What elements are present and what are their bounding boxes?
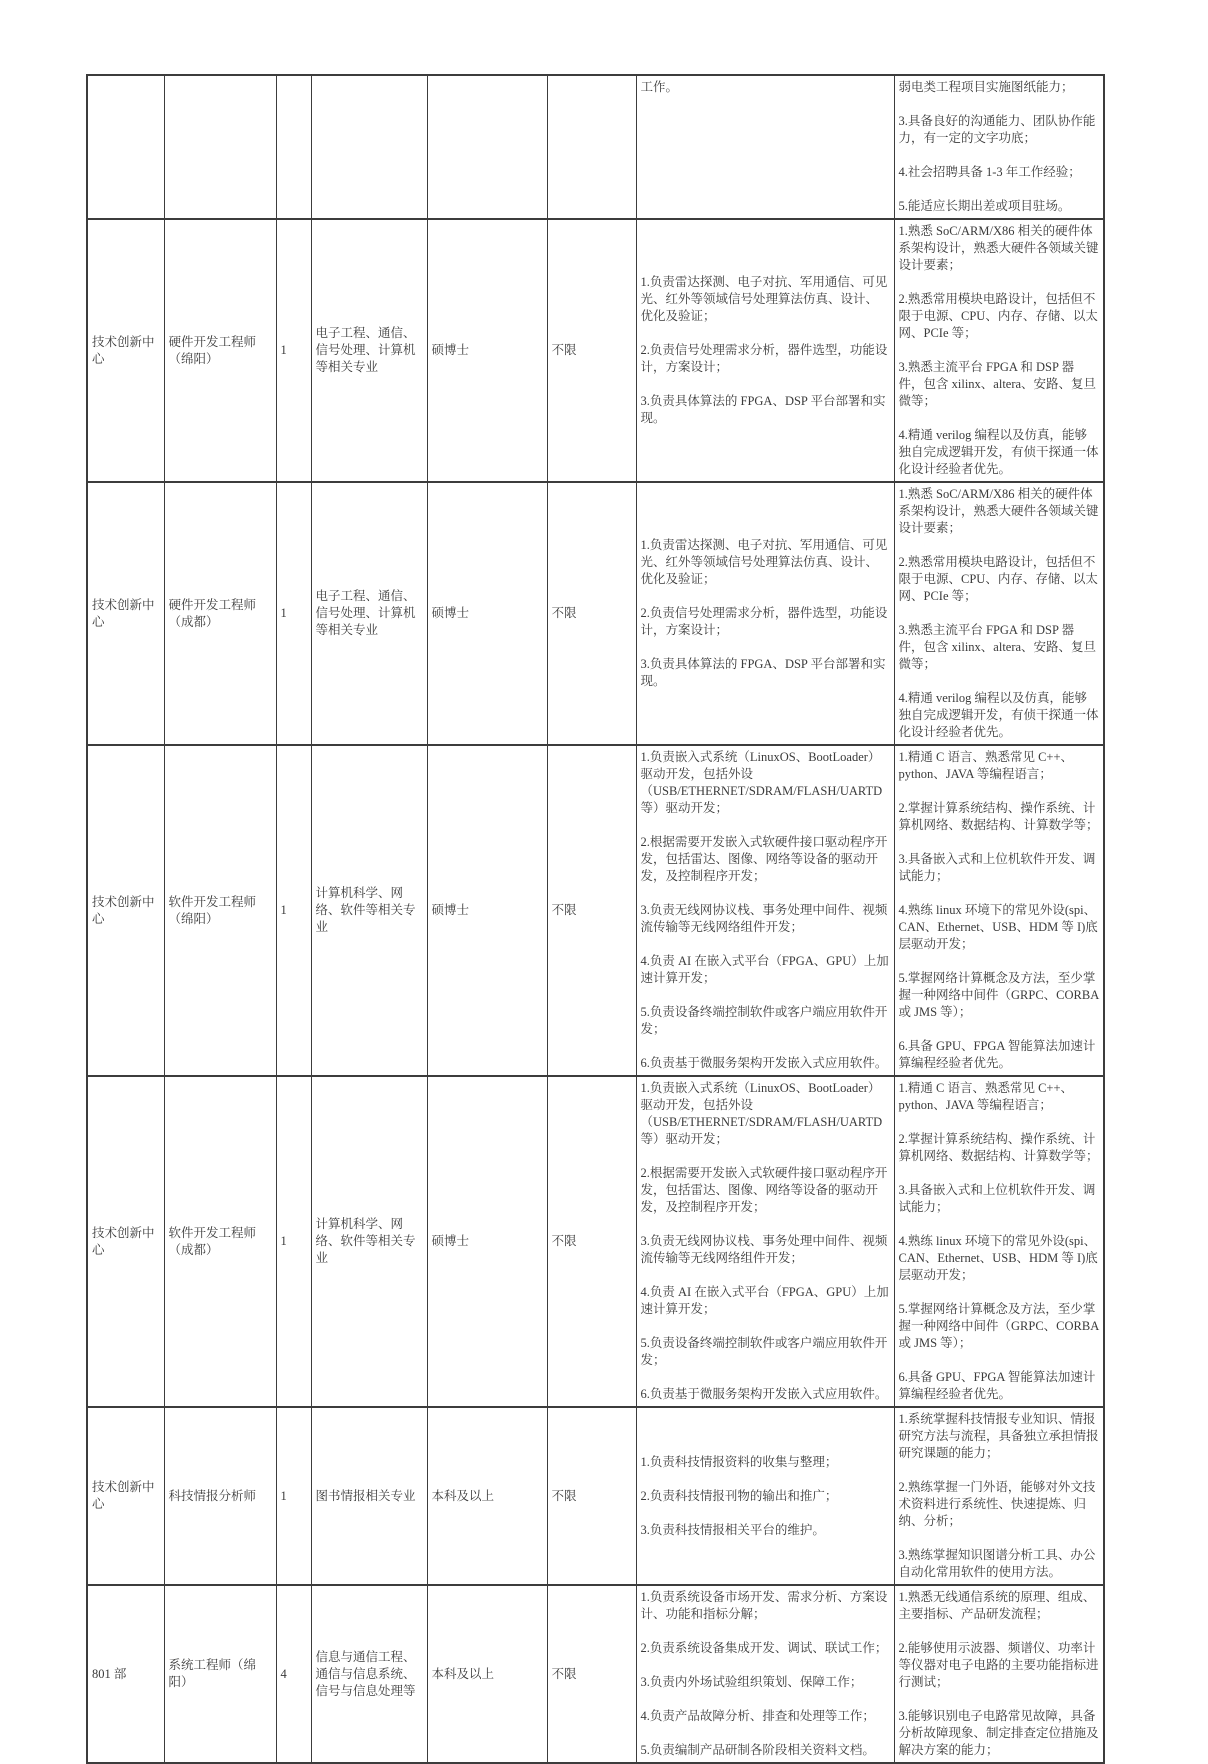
requirement-item: 2.能够使用示波器、频谱仪、功率计等仪器对电子电路的主要功能指标进行测试； (898, 1641, 1099, 1689)
duty-item: 2.根据需要开发嵌入式软硬件接口驱动程序开发，包括雷达、图像、网络等设备的驱动开发，及控制程序开发； (640, 1166, 888, 1214)
duty-item: 3.负责内外场试验组织策划、保障工作； (640, 1675, 863, 1689)
duty-item: 2.根据需要开发嵌入式软硬件接口驱动程序开发，包括雷达、图像、网络等设备的驱动开发，及控制程序开发； (640, 835, 888, 883)
cell-major: 计算机科学、网络、软件等相关专业 (311, 745, 427, 1076)
duty-item: 4.负责产品故障分析、排查和处理等工作； (640, 1709, 875, 1723)
cell-major: 计算机科学、网络、软件等相关专业 (311, 1076, 427, 1407)
duty-item: 3.负责具体算法的 FPGA、DSP 平台部署和实现。 (640, 394, 886, 425)
cell-requirements (894, 1076, 1104, 1407)
requirement-item: 2.熟悉常用模块电路设计，包括但不限于电源、CPU、内存、存储、以太网、PCIe 等； (898, 292, 1098, 340)
table-row (87, 75, 1104, 219)
requirement-item: 6.具备 GPU、FPGA 智能算法加速计算编程经验者优先。 (898, 1039, 1096, 1070)
requirement-item: 3.熟悉主流平台 FPGA 和 DSP 器件，包含 xilinx、altera、安路、复旦微等； (898, 360, 1097, 408)
requirement-item: 3.熟练掌握知识图谱分析工具、办公自动化常用软件的使用方法。 (898, 1548, 1096, 1579)
duty-item: 1.负责雷达探测、电子对抗、军用通信、可见光、红外等领域信号处理算法仿真、设计、优化及验证； (640, 538, 888, 586)
cell-department: 技术创新中心 (87, 219, 164, 482)
cell-education: 硕博士 (427, 745, 547, 1076)
cell-education: 硕博士 (427, 219, 547, 482)
duty-item: 3.负责具体算法的 FPGA、DSP 平台部署和实现。 (640, 657, 886, 688)
duty-item: 2.负责信号处理需求分析，器件选型，功能设计，方案设计； (640, 343, 888, 374)
requirement-item: 弱电类工程项目实施图纸能力； (898, 80, 1074, 94)
cell-restriction: 不限 (547, 482, 636, 745)
cell-headcount (276, 75, 311, 219)
cell-department: 技术创新中心 (87, 1407, 164, 1585)
cell-position: 科技情报分析师 (164, 1407, 276, 1585)
cell-department: 技术创新中心 (87, 745, 164, 1076)
cell-duties (636, 75, 894, 219)
cell-requirements (894, 75, 1104, 219)
cell-headcount: 1 (276, 745, 311, 1076)
requirement-item: 4.社会招聘具备 1-3 年工作经验； (898, 165, 1081, 179)
cell-restriction: 不限 (547, 1407, 636, 1585)
cell-duties (636, 1585, 894, 1763)
requirement-item: 4.精通 verilog 编程以及仿真，能够独自完成逻辑开发，有侦干探通一体化设计经验者优先。 (898, 428, 1099, 476)
cell-headcount: 4 (276, 1585, 311, 1763)
duty-item: 2.负责科技情报刊物的输出和推广； (640, 1488, 838, 1503)
duty-item: 1.负责系统设备市场开发、需求分析、方案设计、功能和指标分解； (640, 1590, 888, 1621)
cell-position (164, 75, 276, 219)
duty-item: 1.负责嵌入式系统（LinuxOS、BootLoader）驱动开发，包括外设（USB/ETHERNET/SDRAM/FLASH/UARTD 等）驱动开发； (640, 1081, 883, 1146)
table-row (87, 1076, 1104, 1407)
table-row (87, 1585, 1104, 1763)
requirement-item: 3.具备嵌入式和上位机软件开发、调试能力； (898, 852, 1096, 883)
table-row (87, 1407, 1104, 1585)
cell-requirements (894, 1407, 1104, 1585)
duty-item: 6.负责基于微服务架构开发嵌入式应用软件。 (640, 1056, 888, 1070)
cell-requirements (894, 219, 1104, 482)
requirement-item: 1.熟悉 SoC/ARM/X86 相关的硬件体系架构设计，熟悉大硬件各领域关键设计要素； (898, 487, 1099, 535)
cell-duties (636, 1076, 894, 1407)
cell-requirements (894, 482, 1104, 745)
requirement-item: 5.掌握网络计算概念及方法，至少掌握一种网络中间件（GRPC、CORBA 或 JMS 等）； (898, 971, 1099, 1019)
requirement-item: 2.熟练掌握一门外语，能够对外文技术资料进行系统性、快速提炼、归纳、分析； (898, 1480, 1096, 1528)
requirement-item: 3.熟悉主流平台 FPGA 和 DSP 器件，包含 xilinx、altera、安路、复旦微等； (898, 623, 1097, 671)
requirement-item: 4.熟练 linux 环境下的常见外设(spi、CAN、Ethernet、USB、HDM 等 I)底层驱动开发； (898, 1234, 1098, 1282)
requirement-item: 2.掌握计算系统结构、操作系统、计算机网络、数据结构、计算数学等； (898, 1132, 1099, 1163)
requirement-item: 1.精通 C 语言、熟悉常见 C++、python、JAVA 等编程语言； (898, 750, 1074, 781)
cell-headcount: 1 (276, 219, 311, 482)
cell-education: 本科及以上 (427, 1407, 547, 1585)
cell-requirements (894, 745, 1104, 1076)
cell-position: 硬件开发工程师（成都） (164, 482, 276, 745)
requirement-item: 2.熟悉常用模块电路设计，包括但不限于电源、CPU、内存、存储、以太网、PCIe 等； (898, 555, 1098, 603)
cell-requirements (894, 1585, 1104, 1763)
cell-education (427, 75, 547, 219)
duty-item: 1.负责嵌入式系统（LinuxOS、BootLoader）驱动开发，包括外设（USB/ETHERNET/SDRAM/FLASH/UARTD 等）驱动开发； (640, 750, 883, 815)
cell-major: 电子工程、通信、信号处理、计算机等相关专业 (311, 219, 427, 482)
cell-restriction (547, 75, 636, 219)
cell-department: 技术创新中心 (87, 482, 164, 745)
duty-item: 4.负责 AI 在嵌入式平台（FPGA、GPU）上加速计算开发； (640, 954, 889, 985)
cell-headcount: 1 (276, 1407, 311, 1585)
duty-item: 3.负责科技情报相关平台的维护。 (640, 1522, 825, 1537)
duty-item: 5.负责设备终端控制软件或客户端应用软件开发； (640, 1005, 888, 1036)
requirement-item: 3.能够识别电子电路常见故障，具备分析故障现象、制定排查定位措施及解决方案的能力； (898, 1709, 1099, 1757)
cell-department: 801 部 (87, 1585, 164, 1763)
duty-item: 2.负责信号处理需求分析，器件选型，功能设计，方案设计； (640, 606, 888, 637)
duty-item: 5.负责设备终端控制软件或客户端应用软件开发； (640, 1336, 888, 1367)
cell-restriction: 不限 (547, 1585, 636, 1763)
cell-major: 电子工程、通信、信号处理、计算机等相关专业 (311, 482, 427, 745)
cell-position: 软件开发工程师（成都） (164, 1076, 276, 1407)
duty-item: 5.负责编制产品研制各阶段相关资料文档。 (640, 1743, 875, 1757)
cell-major (311, 75, 427, 219)
cell-major: 信息与通信工程、通信与信息系统、信号与信息处理等 (311, 1585, 427, 1763)
cell-education: 硕博士 (427, 482, 547, 745)
requirement-item: 1.系统掌握科技情报专业知识、情报研究方法与流程，具备独立承担情报研究课题的能力； (898, 1412, 1099, 1460)
cell-duties (636, 1407, 894, 1585)
cell-education: 硕博士 (427, 1076, 547, 1407)
table-row (87, 482, 1104, 745)
cell-headcount: 1 (276, 482, 311, 745)
duty-item: 1.负责雷达探测、电子对抗、军用通信、可见光、红外等领域信号处理算法仿真、设计、优化及验证； (640, 275, 888, 323)
cell-duties (636, 745, 894, 1076)
cell-education: 本科及以上 (427, 1585, 547, 1763)
duty-item: 6.负责基于微服务架构开发嵌入式应用软件。 (640, 1387, 888, 1401)
cell-restriction: 不限 (547, 219, 636, 482)
job-postings-table (86, 74, 1105, 1764)
cell-position: 系统工程师（绵阳） (164, 1585, 276, 1763)
cell-major: 图书情报相关专业 (311, 1407, 427, 1585)
cell-department: 技术创新中心 (87, 1076, 164, 1407)
requirement-item: 2.掌握计算系统结构、操作系统、计算机网络、数据结构、计算数学等； (898, 801, 1099, 832)
requirement-item: 4.精通 verilog 编程以及仿真，能够独自完成逻辑开发，有侦干探通一体化设计经验者优先。 (898, 691, 1099, 739)
requirement-item: 5.能适应长期出差或项目驻场。 (898, 199, 1071, 213)
requirement-item: 1.熟悉 SoC/ARM/X86 相关的硬件体系架构设计，熟悉大硬件各领域关键设计要素； (898, 224, 1099, 272)
table-row (87, 745, 1104, 1076)
table-row (87, 219, 1104, 482)
cell-department (87, 75, 164, 219)
cell-duties (636, 219, 894, 482)
duty-item: 3.负责无线网协议栈、事务处理中间件、视频流传输等无线网络组件开发； (640, 1234, 888, 1265)
duty-item: 工作。 (640, 80, 679, 94)
requirement-item: 5.掌握网络计算概念及方法，至少掌握一种网络中间件（GRPC、CORBA 或 JMS 等）； (898, 1302, 1099, 1350)
requirement-item: 1.熟悉无线通信系统的原理、组成、主要指标、产品研发流程； (898, 1590, 1096, 1621)
requirement-item: 3.具备嵌入式和上位机软件开发、调试能力； (898, 1183, 1096, 1214)
cell-position: 硬件开发工程师（绵阳） (164, 219, 276, 482)
cell-position: 软件开发工程师（绵阳） (164, 745, 276, 1076)
cell-headcount: 1 (276, 1076, 311, 1407)
requirement-item: 1.精通 C 语言、熟悉常见 C++、python、JAVA 等编程语言； (898, 1081, 1074, 1112)
duty-item: 3.负责无线网协议栈、事务处理中间件、视频流传输等无线网络组件开发； (640, 903, 888, 934)
cell-restriction: 不限 (547, 745, 636, 1076)
cell-duties (636, 482, 894, 745)
cell-restriction: 不限 (547, 1076, 636, 1407)
requirement-item: 6.具备 GPU、FPGA 智能算法加速计算编程经验者优先。 (898, 1370, 1096, 1401)
duty-item: 2.负责系统设备集成开发、调试、联试工作； (640, 1641, 888, 1655)
duty-item: 1.负责科技情报资料的收集与整理； (640, 1454, 838, 1469)
duty-item: 4.负责 AI 在嵌入式平台（FPGA、GPU）上加速计算开发； (640, 1285, 889, 1316)
requirement-item: 3.具备良好的沟通能力、团队协作能力，有一定的文字功底； (898, 114, 1096, 145)
requirement-item: 4.熟练 linux 环境下的常见外设(spi、CAN、Ethernet、USB、HDM 等 I)底层驱动开发； (898, 903, 1098, 951)
